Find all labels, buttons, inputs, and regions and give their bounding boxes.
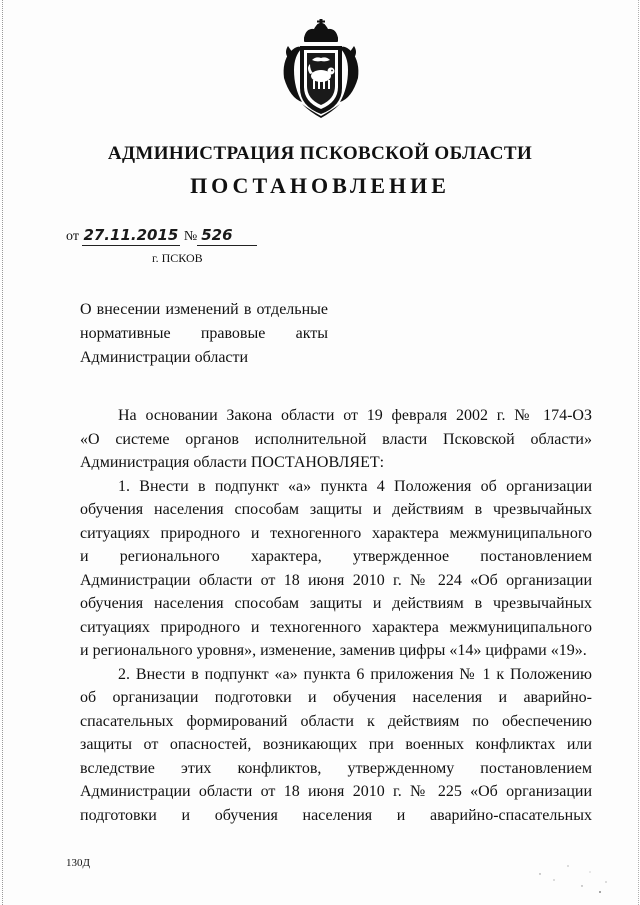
body-line: Администрации области от 18 июня 2010 г. № 225 «Об организации [80,783,592,800]
pskov-coat-of-arms-icon [280,18,362,118]
subject-line: нормативные правовые акты [80,325,328,342]
scan-edge-right [636,0,639,905]
number-prefix: № [183,229,198,244]
subject-line: О внесении изменений в отдельные [80,301,328,318]
body-line: ситуациях природного и техногенного характера межмуниципального [80,618,592,636]
footer-code: 130Д [66,857,91,869]
handwritten-date: 27.11.2015 [83,226,179,244]
body-line: 2. Внести в подпункт «а» пункта 6 приложения № 1 к Положению [118,665,592,683]
document-body [80,404,592,827]
body-line: подготовки и обучения населения и аварийно-спасательных [80,806,592,824]
body-line: обучения населения способам защиты и действиям в чрезвычайных [80,501,592,518]
body-line: «О системе органов исполнительной власти Псковской области» [80,430,592,448]
city-label: г. ПСКОВ [152,251,203,265]
document-type-title: ПОСТАНОВЛЕНИЕ [190,173,450,198]
body-line: спасательных формирований области к действиям по обеспечению [80,712,592,730]
body-line: и регионального характера, утвержденное постановлением [80,548,592,565]
body-line: Администрации области от 18 июня 2010 г. № 224 «Об организации [80,571,592,589]
body-line: об организации подготовки и обучения населения и аварийно- [80,689,592,706]
scan-specks [530,858,610,898]
body-line: защиты от опасностей, возникающих при военных конфликтах или [80,736,592,753]
handwritten-number: 526 [201,226,233,244]
body-line: обучения населения способам защиты и действиям в чрезвычайных [80,595,592,612]
subject-block [80,298,328,370]
body-line: ситуациях природного и техногенного характера межмуниципального [80,524,592,542]
body-line: 1. Внести в подпункт «а» пункта 4 Положения об организации [118,477,592,495]
body-line: и регионального уровня», изменение, заменив цифры «14» цифрами «19». [80,642,587,659]
subject-line: Администрации области [80,349,249,366]
date-prefix: от [66,229,79,244]
body-line: На основании Закона области от 19 февраля 2002 г. № 174-ОЗ [118,407,592,424]
organization-title: АДМИНИСТРАЦИЯ ПСКОВСКОЙ ОБЛАСТИ [107,143,533,164]
registration-line [66,226,257,246]
scan-edge-left [2,0,5,905]
body-line: Администрация области ПОСТАНОВЛЯЕТ: [80,454,385,471]
body-line: вследствие этих конфликтов, утвержденному постановлением [80,759,592,777]
